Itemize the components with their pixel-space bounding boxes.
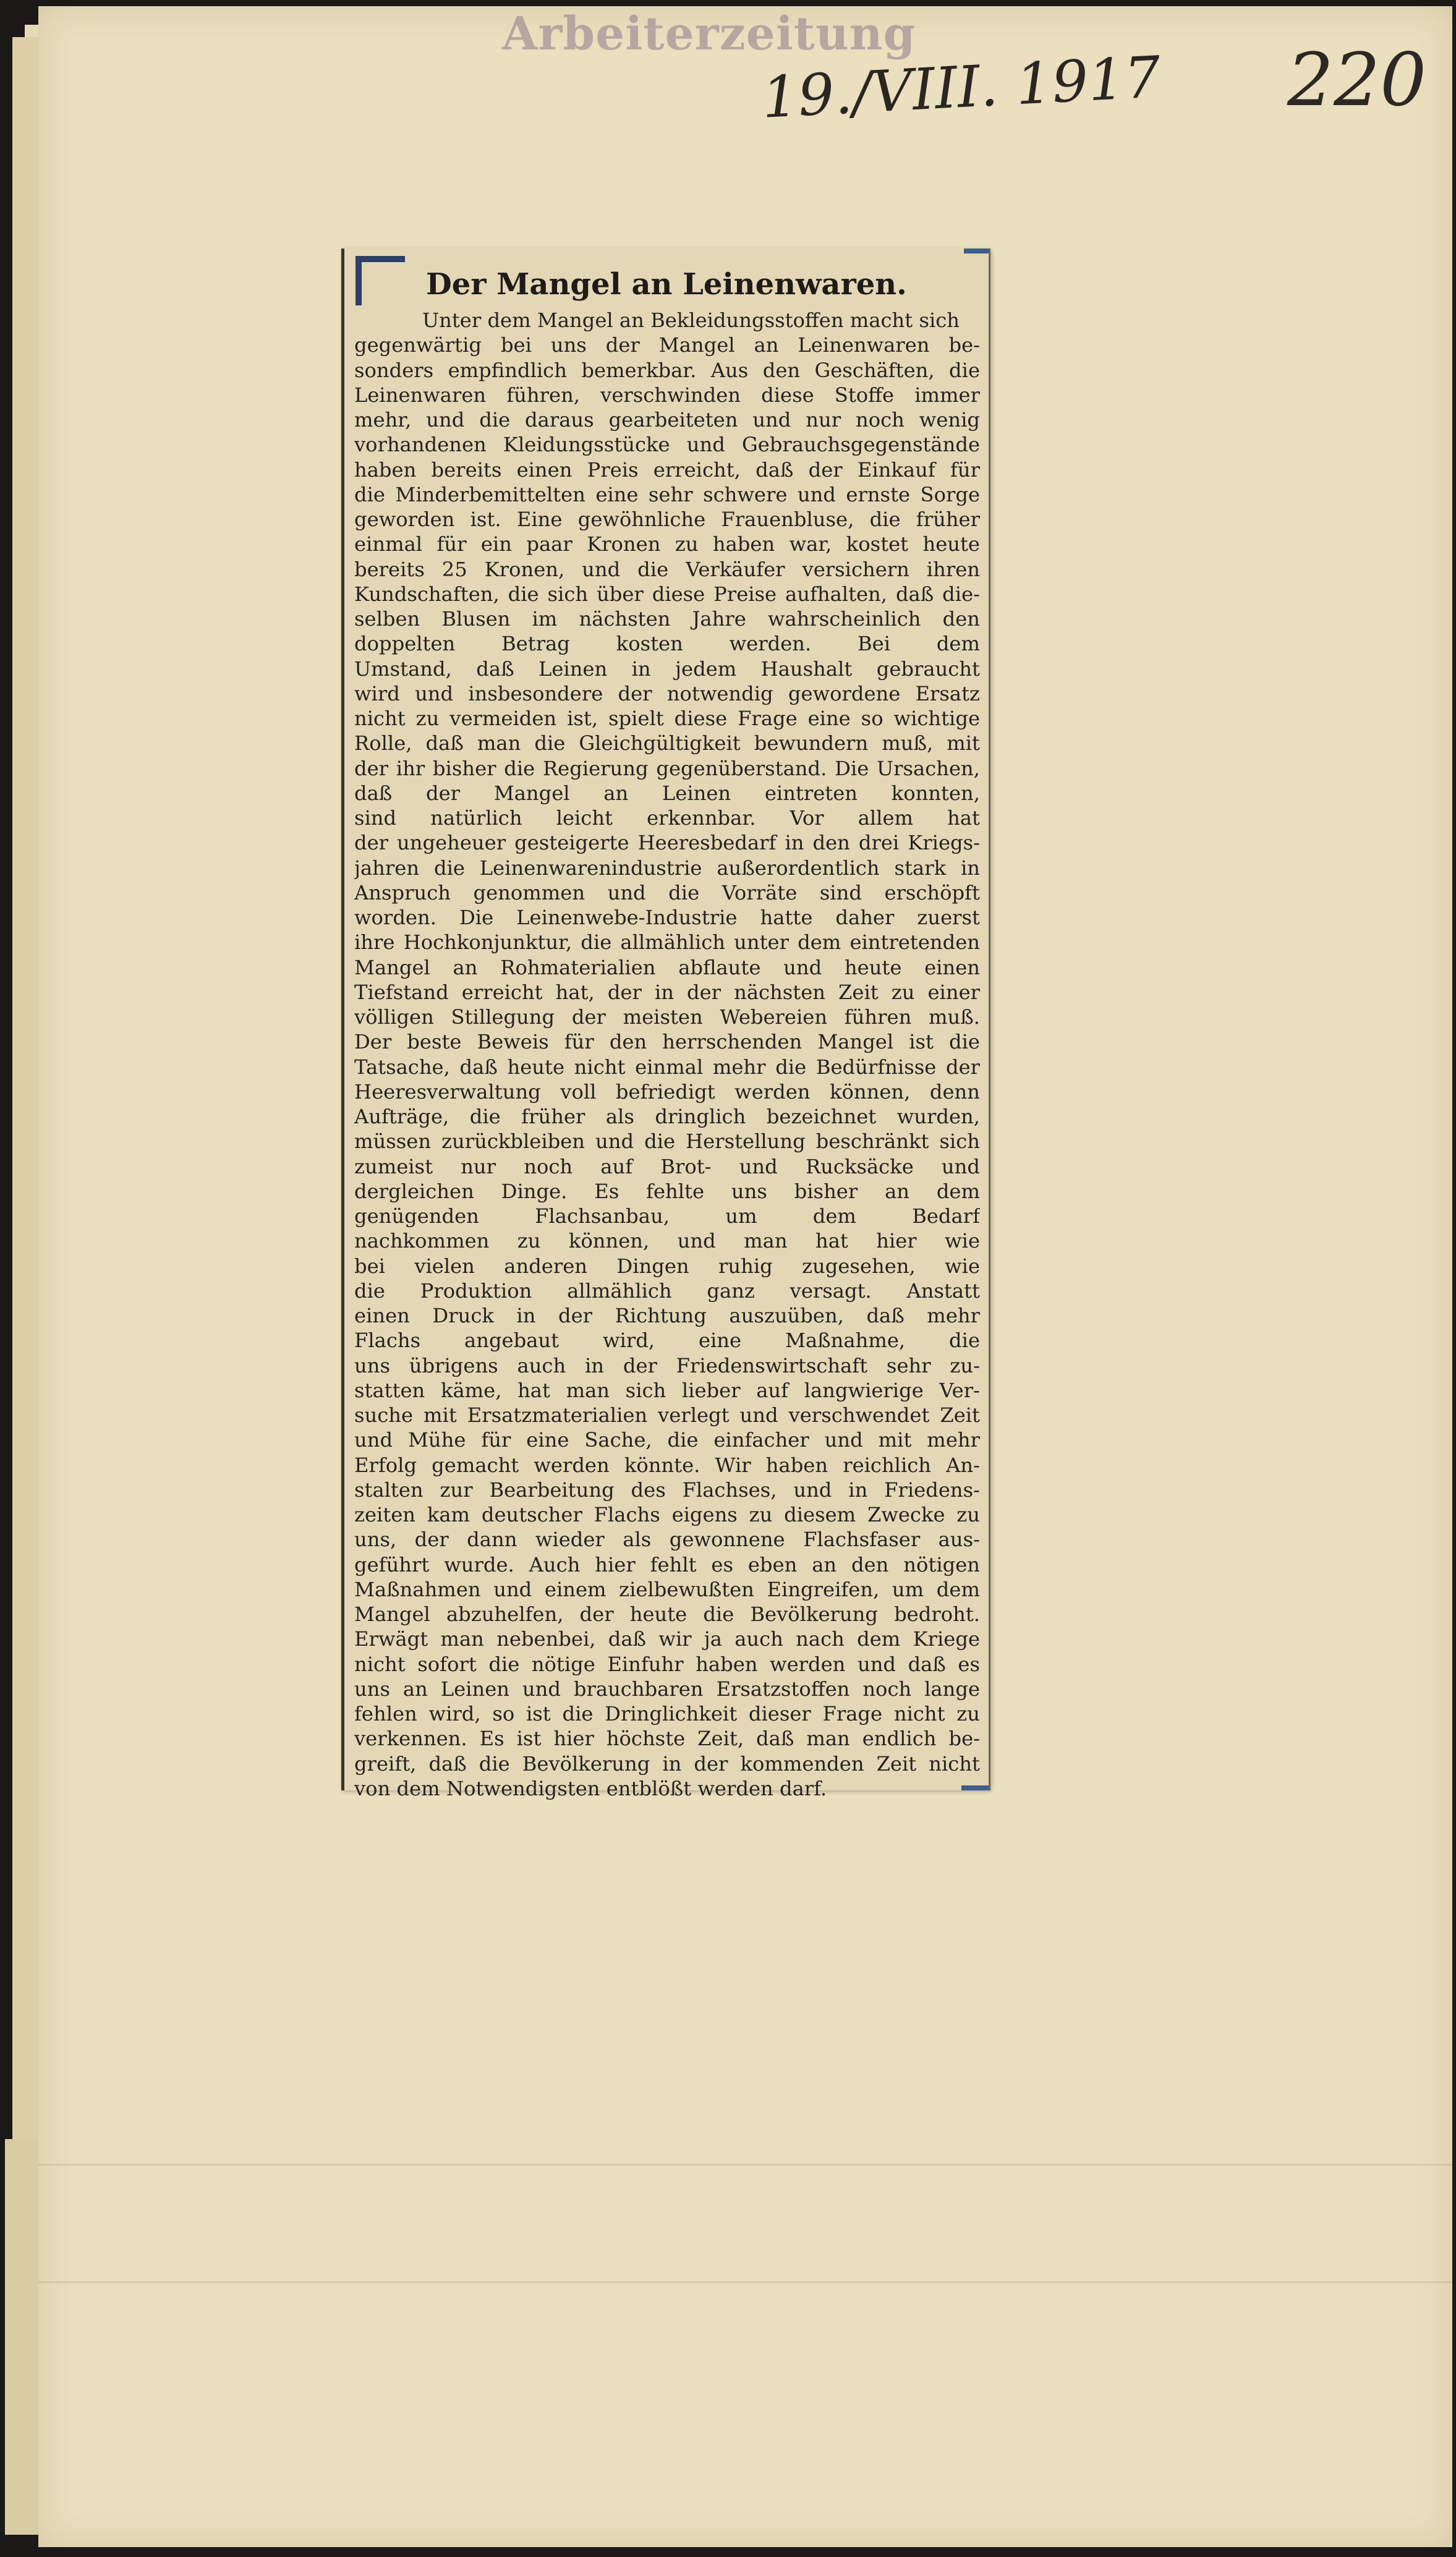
article-line: nicht sofort die nötige Einfuhr haben werden und daß es xyxy=(354,1652,980,1676)
article-line: stalten zur Bearbeitung des Flachses, und in Friedens- xyxy=(354,1478,980,1502)
article-line: bereits 25 Kronen, und die Verkäufer versichern ihren xyxy=(354,557,980,581)
article-body xyxy=(354,308,980,1801)
article-line: Erwägt man nebenbei, daß wir ja auch nach dem Kriege xyxy=(354,1627,980,1651)
underlying-sheet-edge xyxy=(5,2139,42,2535)
article-line: uns an Leinen und brauchbaren Ersatzstoffen noch lange xyxy=(354,1677,980,1701)
article-line: der ihr bisher die Regierung gegenüberstand. Die Ursachen, xyxy=(354,756,980,780)
article-line: die Minderbemittelten eine sehr schwere und ernste Sorge xyxy=(354,482,980,506)
article-line: einen Druck in der Richtung auszuüben, daß mehr xyxy=(354,1304,980,1327)
article-line: bei vielen anderen Dingen ruhig zugesehen, wie xyxy=(354,1254,980,1278)
paper-fold-line xyxy=(38,2281,1452,2283)
article-line: zeiten kam deutscher Flachs eigens zu diesem Zwecke zu xyxy=(354,1503,980,1526)
article-line: Der beste Beweis für den herrschenden Mangel ist die xyxy=(354,1030,980,1054)
article-line: doppelten Betrag kosten werden. Bei dem xyxy=(354,632,980,656)
article-line: der ungeheuer gesteigerte Heeresbedarf in den drei Kriegs- xyxy=(354,831,980,855)
article-line: uns, der dann wieder als gewonnene Flachsfaser aus- xyxy=(354,1528,980,1552)
article-line: Mangel an Rohmaterialien abflaute und heute einen xyxy=(354,955,980,979)
article-line: fehlen wird, so ist die Dringlichkeit dieser Frage nicht zu xyxy=(354,1702,980,1725)
article-line: Kundschaften, die sich über diese Preise aufhalten, daß die- xyxy=(354,582,980,606)
article-line: Flachs angebaut wird, eine Maßnahme, die xyxy=(354,1329,980,1353)
article-line: Rolle, daß man die Gleichgültigkeit bewundern muß, mit xyxy=(354,731,980,755)
blue-edge-mark xyxy=(964,249,989,253)
article-line: Unter dem Mangel an Bekleidungsstoffen macht sich xyxy=(422,308,960,332)
article-line: verkennen. Es ist hier höchste Zeit, daß man endlich be- xyxy=(354,1727,980,1751)
paper-fold-line xyxy=(38,2164,1452,2166)
article-line: die Produktion allmählich ganz versagt. Anstatt xyxy=(354,1278,980,1303)
article-line: greift, daß die Bevölkerung in der kommenden Zeit nicht xyxy=(354,1751,980,1776)
handwritten-date: 19./VIII. 1917 xyxy=(760,44,1162,131)
article-line: zumeist nur noch auf Brot- und Rucksäcke und xyxy=(354,1154,980,1178)
article-line: geworden ist. Eine gewöhnliche Frauenbluse, die früher xyxy=(354,508,980,531)
article-line: von dem Notwendigsten entblößt werden darf. xyxy=(354,1776,827,1800)
article-line: jahren die Leinenwarenindustrie außerordentlich stark in xyxy=(354,856,980,880)
article-line: statten käme, hat man sich lieber auf langwierige Ver- xyxy=(354,1378,980,1402)
article-line: worden. Die Leinenwebe-Industrie hatte daher zuerst xyxy=(354,906,980,929)
article-line: uns übrigens auch in der Friedenswirtschaft sehr zu- xyxy=(354,1353,980,1377)
article-line: Leinenwaren führen, verschwinden diese Stoffe immer xyxy=(354,383,980,407)
article-line: einmal für ein paar Kronen zu haben war, kostet heute xyxy=(354,532,980,556)
newspaper-clipping xyxy=(341,249,990,1800)
article-line: und Mühe für eine Sache, die einfacher und mit mehr xyxy=(354,1428,980,1452)
article-line: ihre Hochkonjunktur, die allmählich unter dem eintretenden xyxy=(354,930,980,955)
article-line: mehr, und die daraus gearbeiteten und nur noch wenig xyxy=(354,408,980,432)
article-line: genügenden Flachsanbau, um dem Bedarf xyxy=(354,1204,980,1228)
article-line: suche mit Ersatzmaterialien verlegt und verschwendet Zeit xyxy=(354,1403,980,1427)
article-line: Anspruch genommen und die Vorräte sind erschöpft xyxy=(354,880,980,904)
article-line: Erfolg gemacht werden könnte. Wir haben reichlich An- xyxy=(354,1453,980,1477)
article-line: nachkommen zu können, und man hat hier wie xyxy=(354,1229,980,1253)
article-line: vorhandenen Kleidungsstücke und Gebrauchsgegenstände xyxy=(354,433,980,457)
article-line: nicht zu vermeiden ist, spielt diese Frage eine so wichtige xyxy=(354,707,980,730)
newspaper-stamp: Arbeiterzeitung xyxy=(502,7,916,61)
article-line: Mangel abzuhelfen, der heute die Bevölkerung bedroht. xyxy=(354,1602,980,1626)
underlying-sheet-edge xyxy=(12,37,42,2139)
folio-number: 220 xyxy=(1287,37,1427,122)
article-line: selben Blusen im nächsten Jahre wahrscheinlich den xyxy=(354,607,980,631)
article-line: daß der Mangel an Leinen eintreten konnten, xyxy=(354,781,980,805)
article-line: Heeresverwaltung voll befriedigt werden können, denn xyxy=(354,1079,980,1104)
article-line: dergleichen Dinge. Es fehlte uns bisher an dem xyxy=(354,1179,980,1203)
article-line: sonders empfindlich bemerkbar. Aus den Geschäften, die xyxy=(354,358,980,382)
article-line: wird und insbesondere der notwendig gewordene Ersatz xyxy=(354,681,980,705)
article-title: Der Mangel an Leinenwaren. xyxy=(426,267,907,302)
article-line: sind natürlich leicht erkennbar. Vor allem hat xyxy=(354,806,980,830)
article-line: müssen zurückbleiben und die Herstellung beschränkt sich xyxy=(354,1130,980,1154)
article-line: gegenwärtig bei uns der Mangel an Leinenwaren be- xyxy=(354,333,980,357)
article-line: haben bereits einen Preis erreicht, daß der Einkauf für xyxy=(354,457,980,482)
article-line: Aufträge, die früher als dringlich bezeichnet wurden, xyxy=(354,1105,980,1128)
article-line: Maßnahmen und einem zielbewußten Eingreifen, um dem xyxy=(354,1577,980,1601)
article-line: Tatsache, daß heute nicht einmal mehr die Bedürfnisse der xyxy=(354,1055,980,1079)
article-line: Umstand, daß Leinen in jedem Haushalt gebraucht xyxy=(354,657,980,681)
article-line: geführt wurde. Auch hier fehlt es eben an den nötigen xyxy=(354,1552,980,1576)
article-line: völligen Stillegung der meisten Webereien führen muß. xyxy=(354,1005,980,1029)
article-line: Tiefstand erreicht hat, der in der nächsten Zeit zu einer xyxy=(354,980,980,1004)
